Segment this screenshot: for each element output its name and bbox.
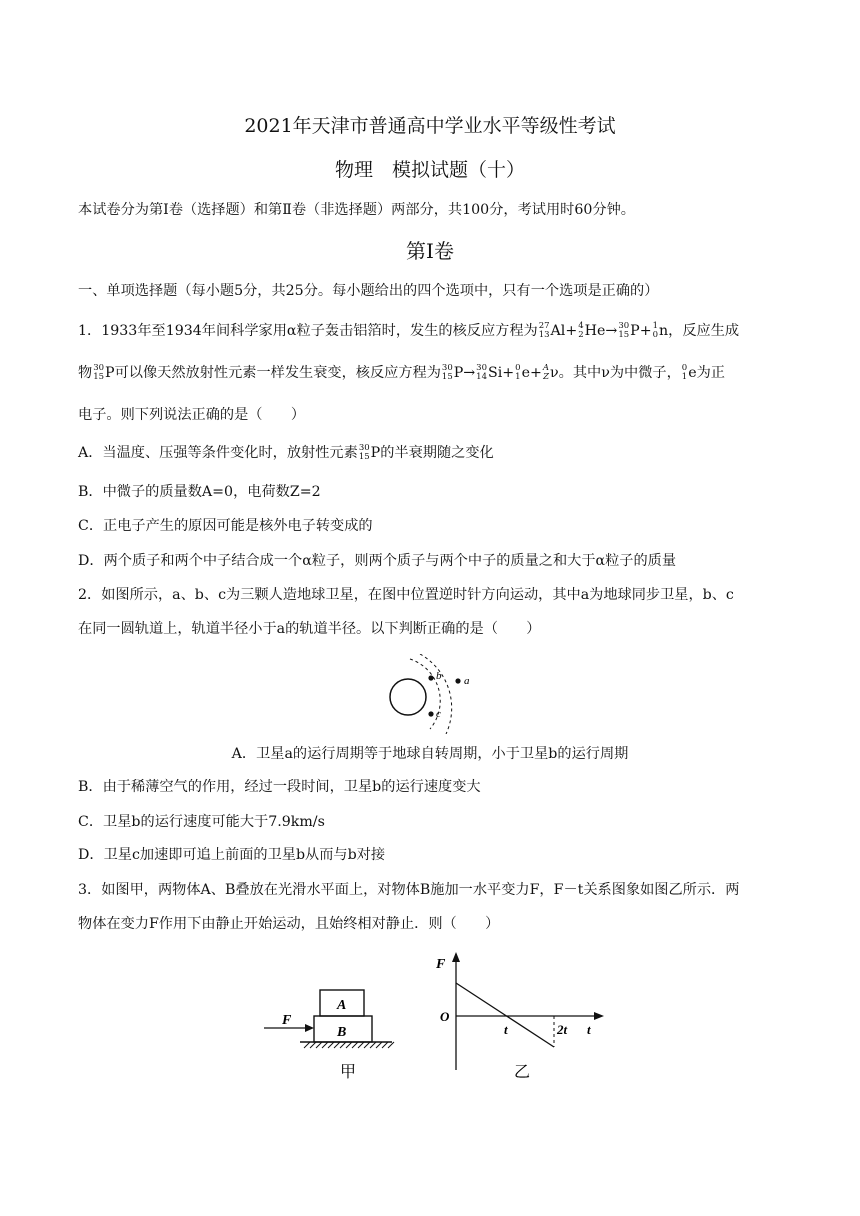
t-axis-arrow bbox=[594, 1012, 604, 1020]
q2-option-d: D．卫星c加速即可追上前面的卫星b从而与b对接 bbox=[78, 847, 386, 863]
q1-option-a: A．当温度、压强等条件变化时，放射性元素 30 15 P的半衰期随之变化 bbox=[78, 443, 494, 462]
nuclide-si: 30 14 Si bbox=[476, 363, 503, 382]
q1-option-b: B．中微子的质量数A=0，电荷数Z=2 bbox=[78, 484, 321, 500]
q2-stem-line1: 2．如图所示，a、b、c为三颗人造地球卫星，在图中位置逆时针方向运动，其中a为地球同步卫星，b、c bbox=[78, 587, 734, 603]
label-2t-tick: 2t bbox=[557, 1022, 568, 1037]
nuclide-nu: A Z ν bbox=[542, 363, 559, 382]
nuclide-p: 30 15 P bbox=[358, 443, 381, 462]
nuclide-e: 0 1 e bbox=[515, 363, 530, 382]
q1-option-c: C．正电子产生的原因可能是核外电子转变成的 bbox=[78, 518, 373, 534]
volume-heading: 第Ⅰ卷 bbox=[406, 239, 454, 263]
satellite-orbit-figure bbox=[380, 654, 490, 734]
nuclide-al: 27 13 Al bbox=[538, 321, 566, 340]
f-axis-arrow bbox=[452, 952, 460, 962]
label-f-axis: F bbox=[436, 957, 446, 972]
earth-circle bbox=[390, 679, 426, 715]
nuclide-p: 30 15 P bbox=[441, 363, 464, 382]
satellite-c bbox=[428, 711, 433, 716]
q2-stem-line2: 在同一圆轨道上，轨道半径小于a的轨道半径。以下判断正确的是（ ） bbox=[78, 621, 541, 637]
q1-option-d: D．两个质子和两个中子结合成一个α粒子，则两个质子与两个中子的质量之和大于α粒子的质量 bbox=[78, 553, 677, 569]
nuclide-e: 0 1 e bbox=[681, 363, 697, 382]
nuclide-he: 4 2 He bbox=[578, 321, 606, 340]
force-arrow-head bbox=[305, 1024, 314, 1032]
satellite-b bbox=[428, 675, 433, 680]
label-t-tick: t bbox=[504, 1022, 508, 1037]
q3-stem-line2: 物体在变力F作用下由静止开始运动，且始终相对静止．则（ ） bbox=[78, 916, 500, 932]
nuclide-p: 30 15 P bbox=[93, 363, 115, 382]
label-block-a: A bbox=[337, 998, 347, 1013]
label-t-axis: t bbox=[587, 1022, 591, 1037]
q1-stem-line2: 物 30 15 P可以像天然放射性元素一样发生衰变，核反应方程为 30 15 P→ 30 14 Si+ 0 1 e+ A Z ν。其中ν为中微子， 0 1 e为正 bbox=[78, 363, 725, 382]
q1-stem-line1: 1．1933年至1934年间科学家用α粒子轰击铝箔时，发生的核反应方程为 27 13 Al+ 4 2 He→ 30 15 P+ 1 0 n，反应生成 bbox=[78, 321, 740, 340]
exam-intro: 本试卷分为第Ⅰ卷（选择题）和第Ⅱ卷（非选择题）两部分，共100分，考试用时60分钟。 bbox=[78, 202, 635, 218]
exam-subtitle: 物理 模拟试题（十） bbox=[334, 159, 525, 181]
caption-yi: 乙 bbox=[514, 1062, 531, 1081]
label-origin: O bbox=[440, 1009, 450, 1024]
q2-option-c: C．卫星b的运行速度可能大于7.9km/s bbox=[78, 814, 325, 830]
figure-yi-f-t-graph bbox=[428, 950, 608, 1082]
label-force: F bbox=[282, 1013, 292, 1028]
q1-stem-line3: 电子。则下列说法正确的是（ ） bbox=[78, 407, 306, 423]
orbit-a bbox=[420, 654, 452, 734]
f-t-line bbox=[456, 983, 554, 1047]
section-heading: 一、单项选择题（每小题5分，共25分。每小题给出的四个选项中，只有一个选项是正确的） bbox=[78, 283, 659, 299]
exam-title: 2021年天津市普通高中学业水平等级性考试 bbox=[244, 115, 616, 137]
nuclide-p: 30 15 P bbox=[618, 321, 640, 340]
caption-jia: 甲 bbox=[340, 1062, 357, 1081]
q3-stem-line1: 3．如图甲，两物体A、B叠放在光滑水平面上，对物体B施加一水平变力F，F－t关系图象如图乙所示．两 bbox=[78, 882, 740, 898]
q2-option-b: B．由于稀薄空气的作用，经过一段时间，卫星b的运行速度变大 bbox=[78, 779, 481, 795]
label-c: c bbox=[436, 708, 441, 720]
label-block-b: B bbox=[337, 1025, 347, 1040]
figure-jia bbox=[262, 980, 402, 1082]
label-a: a bbox=[464, 675, 470, 687]
label-b: b bbox=[436, 670, 442, 682]
q1-stem-text: 1．1933年至1934年间科学家用α粒子轰击铝箔时，发生的核反应方程为 bbox=[78, 323, 538, 339]
ground-hatch bbox=[304, 1042, 394, 1048]
q2-option-a: A．卫星a的运行周期等于地球自转周期，小于卫星b的运行周期 bbox=[231, 746, 629, 762]
satellite-a bbox=[455, 678, 460, 683]
nuclide-n: 1 0 n bbox=[652, 321, 669, 340]
